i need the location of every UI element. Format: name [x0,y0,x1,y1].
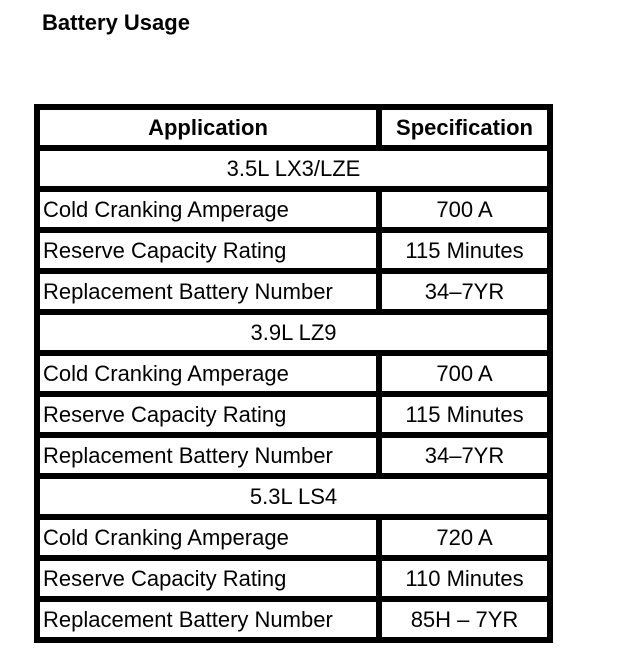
table-header-row [37,107,550,148]
table-row [37,353,550,394]
section-row [37,148,550,189]
specification-cell: 115 Minutes [379,394,550,435]
application-cell: Reserve Capacity Rating [37,394,379,435]
table-row [37,230,550,271]
section-title: 3.9L LZ9 [37,312,550,353]
specification-cell: 34–7YR [379,435,550,476]
table-row [37,271,550,312]
specification-cell: 700 A [379,189,550,230]
header-specification: Specification [379,107,550,148]
specification-cell: 720 A [379,517,550,558]
table-row [37,189,550,230]
application-cell: Cold Cranking Amperage [37,517,379,558]
table-row [37,435,550,476]
application-cell: Cold Cranking Amperage [37,353,379,394]
specification-cell: 700 A [379,353,550,394]
section-title: 5.3L LS4 [37,476,550,517]
section-title: 3.5L LX3/LZE [37,148,550,189]
application-cell: Replacement Battery Number [37,599,379,640]
section-row [37,476,550,517]
page-title: Battery Usage [42,10,190,35]
application-cell: Cold Cranking Amperage [37,189,379,230]
table-row [37,394,550,435]
application-cell: Replacement Battery Number [37,435,379,476]
section-row [37,312,550,353]
application-cell: Reserve Capacity Rating [37,558,379,599]
application-cell: Reserve Capacity Rating [37,230,379,271]
specification-cell: 115 Minutes [379,230,550,271]
battery-spec-table [34,104,553,643]
table-row [37,558,550,599]
table-row [37,517,550,558]
specification-cell: 34–7YR [379,271,550,312]
header-application: Application [37,107,379,148]
application-cell: Replacement Battery Number [37,271,379,312]
specification-cell: 110 Minutes [379,558,550,599]
table-row [37,599,550,640]
specification-cell: 85H – 7YR [379,599,550,640]
